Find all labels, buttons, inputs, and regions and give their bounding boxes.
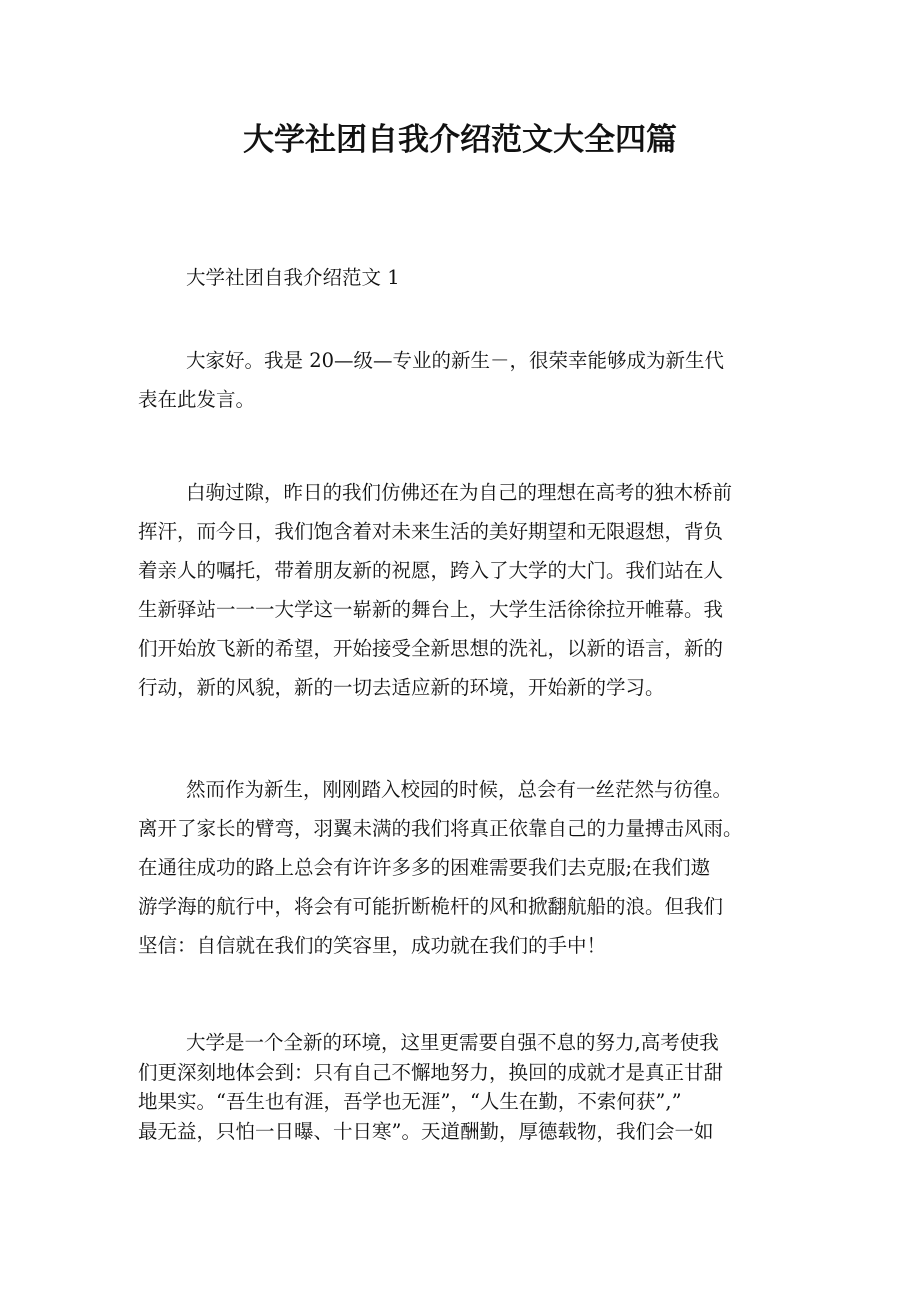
paragraph-line: 在通往成功的路上总会有许许多多的困难需要我们去克服;在我们遨 — [138, 856, 711, 879]
paragraph-line: 坚信：自信就在我们的笑容里，成功就在我们的手中！ — [138, 934, 607, 957]
paragraph-3 — [138, 770, 798, 965]
section-heading: 大学社团自我介绍范文 1 — [186, 266, 400, 289]
paragraph-line: 们开始放飞新的希望，开始接受全新思想的洗礼，以新的语言，新的 — [138, 637, 724, 660]
paragraph-line: 游学海的航行中，将会有可能折断桅杆的风和掀翻航船的浪。但我们 — [138, 895, 724, 918]
paragraph-line: 们更深刻地体会到：只有自己不懈地努力，换回的成就才是真正甘甜 — [138, 1060, 724, 1084]
paragraph-line: 大学是一个全新的环境，这里更需要自强不息的努力,高考使我 — [186, 1031, 719, 1054]
paragraph-line: 然而作为新生，刚刚踏入校园的时候，总会有一丝茫然与彷徨。 — [186, 778, 733, 801]
paragraph-4 — [138, 1023, 798, 1141]
paragraph-line: 生新驿站一一一大学这一崭新的舞台上，大学生活徐徐拉开帷幕。我 — [138, 598, 724, 621]
document-title: 大学社团自我介绍范文大全四篇 — [243, 122, 677, 158]
paragraph-line: 表在此发言。 — [138, 388, 256, 411]
paragraph-line: 大家好。我是 20—级—专业的新生－，很荣幸能够成为新生代 — [186, 349, 725, 372]
paragraph-line: 最无益，只怕一日曝、十日寒”。天道酬勤，厚德载物，我们会一如 — [138, 1119, 714, 1143]
paragraph-1 — [138, 341, 798, 419]
paragraph-line: 离开了家长的臂弯，羽翼未满的我们将真正依靠自己的力量搏击风雨。 — [138, 817, 743, 840]
paragraph-line: 挥汗，而今日，我们饱含着对未来生活的美好期望和无限遐想，背负 — [138, 520, 724, 543]
paragraph-line: 行动，新的风貌，新的一切去适应新的环境，开始新的学习。 — [138, 676, 665, 699]
paragraph-line: 地果实。“吾生也有涯，吾学也无涯”，“人生在勤，不索何获”,” — [138, 1090, 682, 1113]
paragraph-line: 着亲人的嘱托，带着朋友新的祝愿，跨入了大学的大门。我们站在人 — [138, 559, 724, 582]
paragraph-2 — [138, 473, 798, 707]
paragraph-line: 白驹过隙，昨日的我们仿佛还在为自己的理想在高考的独木桥前 — [186, 481, 733, 504]
